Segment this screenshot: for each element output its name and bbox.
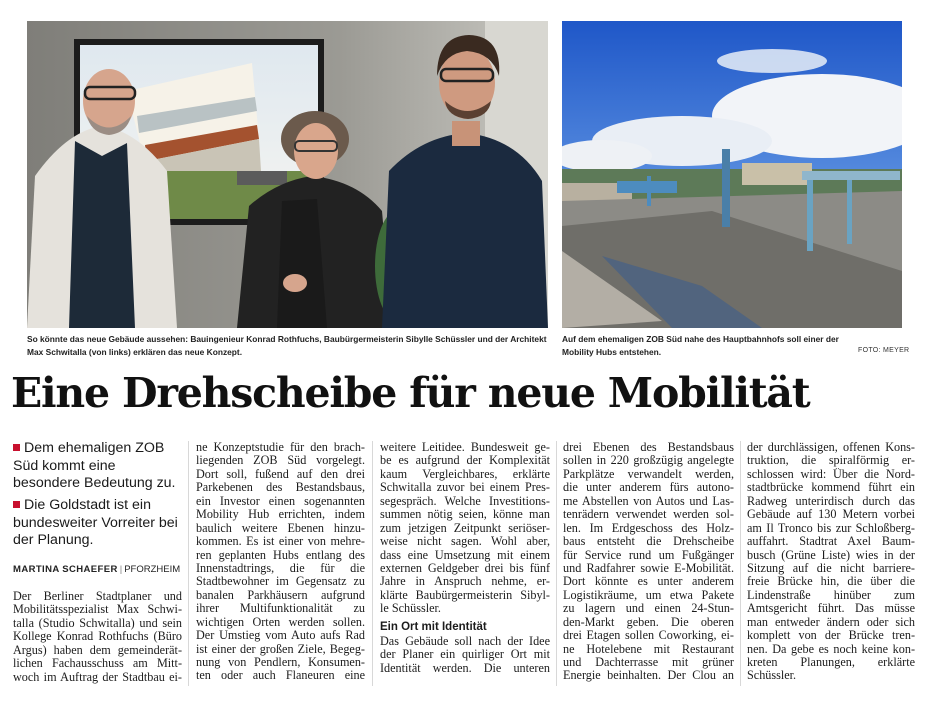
text-line: zum jetzigen Zeitpunkt seriöser- [380, 521, 550, 535]
teaser-text: Die Goldstadt ist ein bundesweiter Vorreiter bei der Planung. [13, 497, 178, 548]
text-line: lichen Fachausschuss am Mitt- [13, 657, 182, 671]
text-line: ihrer Multifunktionalität zu [196, 602, 365, 616]
byline-location: PFORZHEIM [124, 564, 181, 575]
text-line: der durchlässigen, offenen Kons- [747, 441, 915, 454]
text-line: zu lagern und einen 24-Stun- [563, 602, 734, 616]
text-line: Gebäude auf 130 Metern vorbei [747, 508, 915, 522]
text-line: Dort könnte es unter anderem [563, 575, 734, 589]
text-line: ne Hotelebene mit Restaurant [563, 642, 734, 656]
text-line: baus entsteht die Drehscheibe [563, 535, 734, 549]
text-line: be es aufgrund der Komplexität [380, 454, 550, 468]
text-line: nung von Pendlern, Konsumen- [196, 656, 365, 669]
text-line: sollen in 220 großzügig angelegte [563, 454, 734, 468]
text-line: nen. Da gebe es noch keine kon- [747, 642, 915, 656]
text-line: liegenden ZOB Süd vorgelegt. [196, 454, 365, 468]
text-line: klärte Baubürgermeisterin Sibyl- [380, 588, 550, 602]
text-line: talla (Studio Schwitalla) und sein [13, 616, 182, 630]
text-line: tenrädern verwendet werden sol- [563, 508, 734, 522]
column-divider [740, 441, 741, 686]
article-column-3 [380, 441, 550, 675]
text-line: me Abstellen von Autos und Las- [563, 494, 734, 508]
column-3-paragraph [380, 441, 550, 616]
photo-caption-right: Auf dem ehemaligen ZOB Süd nahe des Hauptbahnhofs soll einer der Mobility Hubs entstehen. [562, 334, 839, 357]
text-line: baulich weitere Ebenen hinzu- [196, 521, 365, 535]
photo-people-illustration [27, 21, 548, 328]
text-line: am Il Tronco bis zur Schloßberg- [747, 521, 915, 535]
text-line: Parkplätze verwandelt werden, [563, 467, 734, 481]
text-line: weise nicht sagen. Wohl aber, [380, 535, 550, 549]
text-line: le Schüssler. [380, 602, 441, 616]
text-line: Mobilitätsspezialist Max Schwi- [13, 603, 182, 617]
red-square-bullet-icon [13, 444, 20, 451]
text-line: drei Etagen sollen Coworking, ei- [563, 629, 734, 643]
text-line: kaum Vergleichbares, erklärte [380, 467, 550, 481]
text-line: weitere Leitidee. Bundesweit ge- [380, 441, 550, 454]
article-column-4 [563, 441, 734, 683]
byline [13, 564, 180, 575]
text-line: und Radfahrer sowie E-Mobilität. [563, 561, 734, 575]
text-line: freie Brücke hin, die über die [747, 575, 915, 589]
text-line: Dort soll, fußend auf den drei [196, 467, 365, 481]
subheading: Ein Ort mit Identität [380, 620, 487, 633]
text-line: Schüssler. [747, 669, 797, 683]
text-line: den-Markt geben. Die oberen [563, 615, 734, 629]
byline-separator: | [119, 564, 123, 575]
text-line: busch (Grüne Liste) wies in der [747, 548, 915, 562]
text-line: Jahre in Anspruch nehme, er- [380, 575, 550, 589]
text-line: len. Im Erdgeschoss des Holz- [563, 521, 734, 535]
text-line: dass eine Umsetzung mit einem [380, 548, 550, 562]
text-line: Schwitalla zuvor bei einem Pres- [380, 481, 550, 495]
text-line: ten oder auch Flaneuren eine [196, 669, 365, 683]
text-line: kreten Planungen, erklärte [747, 656, 915, 669]
text-line: stadtbrücke kommend führt ein [747, 481, 915, 495]
headline: Eine Drehscheibe für neue Mobilität [11, 369, 810, 417]
text-line: Argus) haben dem gemeinderät- [13, 643, 182, 657]
column-divider [188, 441, 189, 686]
photo-bus-station [562, 21, 902, 328]
text-line: woch im Auftrag der Stadtbau ei- [13, 670, 182, 684]
text-line: Identität werden. Die unteren [380, 661, 550, 675]
text-line: truktion, die spiralförmig er- [747, 454, 915, 468]
text-line: Kollege Konrad Rothfuchs (Büro [13, 630, 182, 644]
text-line: ist einer der großen Ziele, Begeg- [196, 642, 365, 656]
text-line: externen Geldgeber drei bis fünf [380, 561, 550, 575]
text-line: segespräch. Welche Investitions- [380, 494, 550, 508]
column-3-paragraph [380, 635, 550, 675]
text-line: für Service rund um Fußgänger [563, 548, 734, 562]
photo-caption-left: So könnte das neue Gebäude aussehen: Bauingenieur Konrad Rothfuchs, Baubürgermeisterin Sibylle Schüssler und der Architekt Max Schwitalla (von links) erklären das neue Konzept. [27, 334, 547, 357]
article-column-1 [13, 590, 182, 684]
text-line: Amtsgericht führt. Das müsse [747, 602, 915, 616]
text-line: Lindenstraße hinüber zum [747, 588, 915, 602]
article-column-2 [196, 441, 365, 683]
photo-credit: FOTO: MEYER [858, 347, 910, 354]
column-divider [372, 441, 373, 686]
text-line: man entweder ändern oder sich [747, 615, 915, 629]
text-line: Parkebenen des Bestandsbaus, [196, 481, 365, 495]
text-line: Das Gebäude soll nach der Idee [380, 634, 550, 648]
text-line: Energie beinhalten. Der Clou an [563, 669, 734, 683]
text-line: Stadtbewohner im Gegensatz zu [196, 575, 365, 589]
text-line: summen nötig seien, könne man [380, 508, 550, 522]
text-line: auffahrt. Stadtrat Axel Baum- [747, 535, 915, 549]
text-line: drei Ebenen des Bestandsbaus [563, 441, 734, 454]
teaser-bullet [13, 440, 178, 493]
photo-station-illustration [562, 21, 902, 328]
text-line: Logistikräume, um etwa Pakete [563, 588, 734, 602]
text-line: die unter anderem fürs autono- [563, 481, 734, 495]
text-line: banalen Parkhäusern aufgrund [196, 588, 365, 602]
text-line: schlossen wird: Über die Nord- [747, 467, 915, 481]
column-divider [556, 441, 557, 686]
text-line: Der Umstieg vom Auto aufs Rad [196, 629, 365, 643]
text-line: komplett von der Brücke tren- [747, 629, 915, 643]
text-line: ne Konzeptstudie für den brach- [196, 441, 365, 454]
text-line: Sitzung auf die nicht barriere- [747, 561, 915, 575]
text-line: ein Investor einen sogenannten [196, 494, 365, 508]
text-line: und Dachterrasse mit grüner [563, 656, 734, 669]
article-column-5 [747, 441, 915, 683]
text-line: Radweg unterirdisch durch das [747, 494, 915, 508]
teaser-text: Dem ehemaligen ZOB Süd kommt eine besondere Bedeutung zu. [13, 440, 176, 491]
text-line: kommen. Es ist einer von mehre- [196, 535, 365, 549]
author-name: MARTINA SCHAEFER [13, 564, 118, 575]
text-line: Mobility Hub errichten, indem [196, 508, 365, 522]
teaser-bullet [13, 497, 178, 550]
photo-people-with-rendering [27, 21, 548, 328]
red-square-bullet-icon [13, 501, 20, 508]
text-line: Innenstadtrings, die für die [196, 561, 365, 575]
text-line: Der Berliner Stadtplaner und [13, 590, 182, 603]
text-line: der Planer ein quirliger Ort mit [380, 648, 550, 662]
text-line: wichtigen Orten werden sollen. [196, 615, 365, 629]
text-line: ren geplanten Hubs entlang des [196, 548, 365, 562]
